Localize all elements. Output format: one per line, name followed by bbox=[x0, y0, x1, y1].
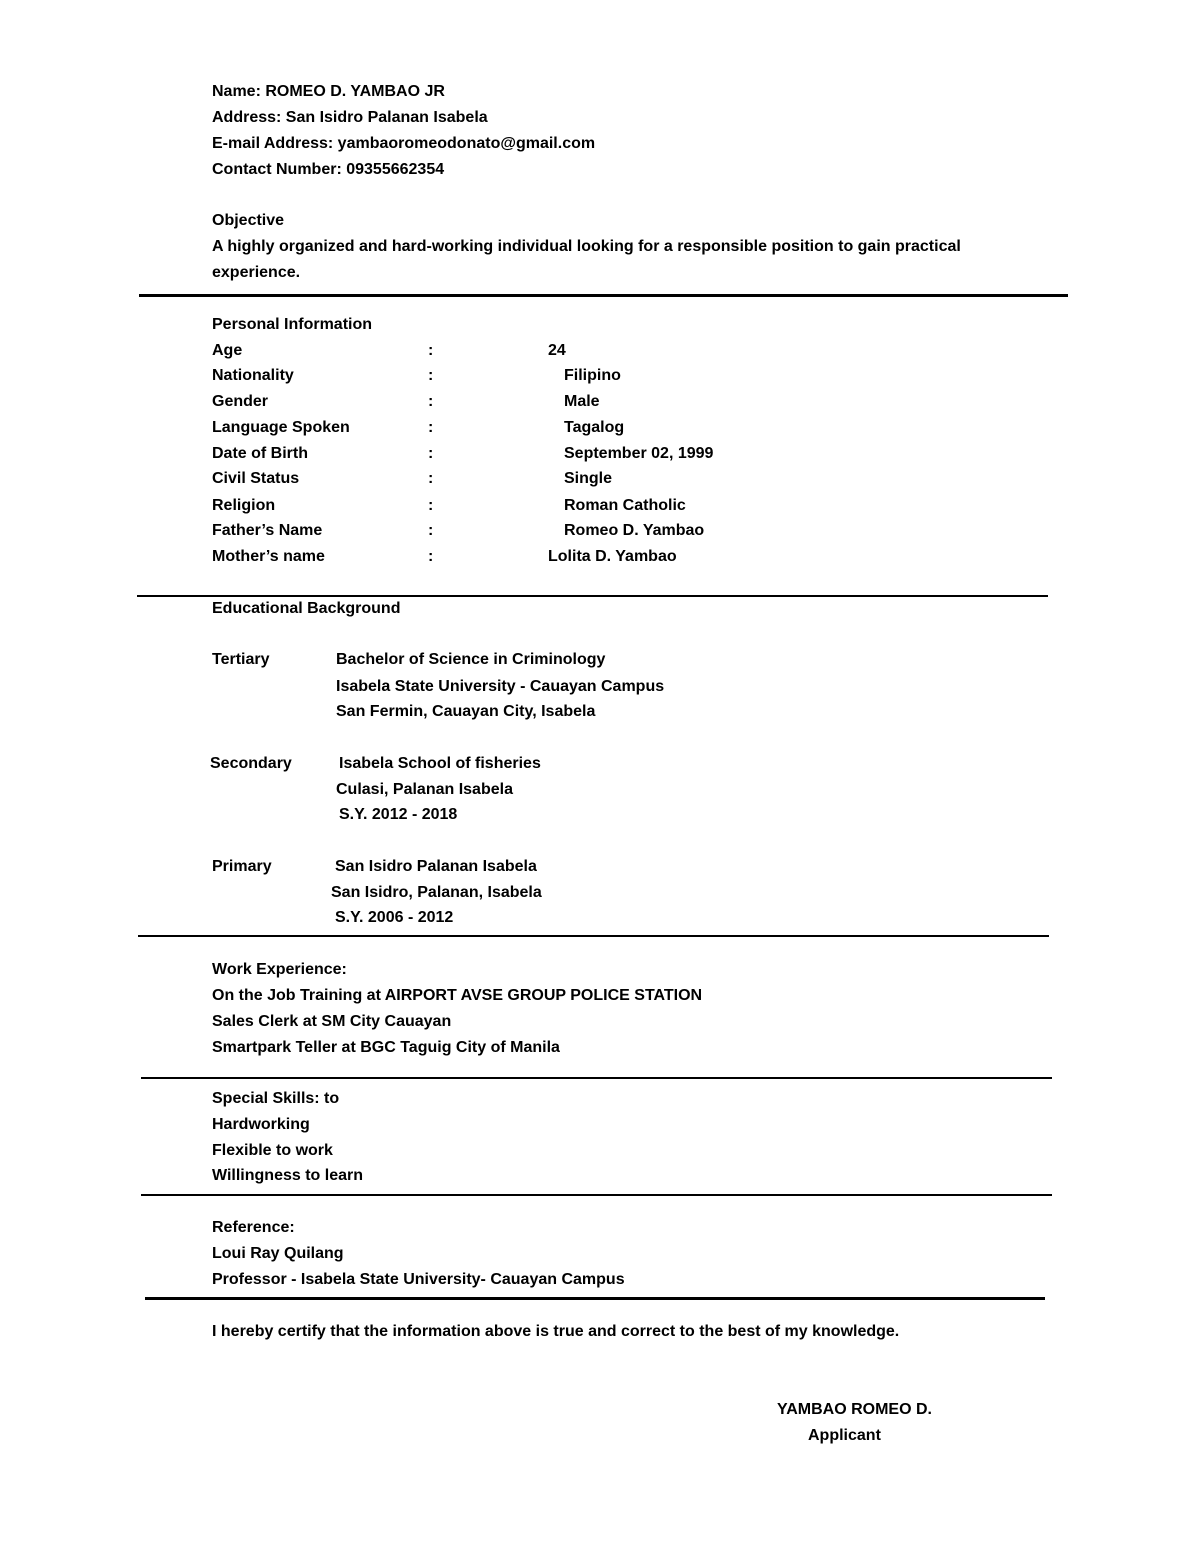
personal-label-mother: Mother’s name bbox=[212, 548, 325, 565]
personal-colon: : bbox=[428, 445, 434, 462]
education-level-primary: Primary bbox=[212, 858, 272, 875]
personal-info-heading: Personal Information bbox=[212, 316, 373, 333]
personal-value-nationality: Filipino bbox=[564, 367, 621, 384]
personal-value-age: 24 bbox=[548, 342, 566, 359]
personal-label-nationality: Nationality bbox=[212, 367, 294, 384]
tertiary-school: Isabela State University - Cauayan Campus bbox=[336, 678, 665, 695]
section-divider bbox=[139, 294, 1068, 297]
signature-title: Applicant bbox=[808, 1427, 881, 1444]
tertiary-degree: Bachelor of Science in Criminology bbox=[336, 651, 606, 668]
personal-colon: : bbox=[428, 419, 434, 436]
education-heading: Educational Background bbox=[212, 600, 401, 617]
secondary-school-year: S.Y. 2012 - 2018 bbox=[339, 806, 458, 823]
education-level-secondary: Secondary bbox=[210, 755, 292, 772]
personal-label-birthdate: Date of Birth bbox=[212, 445, 308, 462]
work-item: Smartpark Teller at BGC Taguig City of Manila bbox=[212, 1039, 560, 1056]
reference-name: Loui Ray Quilang bbox=[212, 1245, 344, 1262]
personal-colon: : bbox=[428, 342, 434, 359]
personal-value-father: Romeo D. Yambao bbox=[564, 522, 705, 539]
work-item: On the Job Training at AIRPORT AVSE GROUP POLICE STATION bbox=[212, 987, 703, 1004]
personal-label-religion: Religion bbox=[212, 497, 276, 514]
personal-colon: : bbox=[428, 367, 434, 384]
signature-name: YAMBAO ROMEO D. bbox=[777, 1401, 932, 1418]
personal-value-civil-status: Single bbox=[564, 470, 613, 487]
education-level-tertiary: Tertiary bbox=[212, 651, 270, 668]
applicant-email: E-mail Address: yambaoromeodonato@gmail.com bbox=[212, 135, 596, 152]
personal-value-language: Tagalog bbox=[564, 419, 625, 436]
objective-heading: Objective bbox=[212, 212, 285, 229]
personal-label-civil-status: Civil Status bbox=[212, 470, 300, 487]
personal-value-mother: Lolita D. Yambao bbox=[548, 548, 677, 565]
work-item: Sales Clerk at SM City Cauayan bbox=[212, 1013, 452, 1030]
objective-text-line2: experience. bbox=[212, 264, 301, 281]
personal-value-birthdate: September 02, 1999 bbox=[564, 445, 714, 462]
primary-school-year: S.Y. 2006 - 2012 bbox=[335, 909, 454, 926]
applicant-contact: Contact Number: 09355662354 bbox=[212, 161, 445, 178]
secondary-location: Culasi, Palanan Isabela bbox=[336, 781, 513, 798]
reference-position: Professor - Isabela State University- Cauayan Campus bbox=[212, 1271, 625, 1288]
section-divider bbox=[137, 595, 1048, 597]
objective-text-line1: A highly organized and hard-working individual looking for a responsible position to gain practical bbox=[212, 238, 961, 255]
work-heading: Work Experience: bbox=[212, 961, 347, 978]
section-divider bbox=[138, 935, 1049, 937]
applicant-address: Address: San Isidro Palanan Isabela bbox=[212, 109, 488, 126]
section-divider bbox=[141, 1077, 1052, 1079]
applicant-name: Name: ROMEO D. YAMBAO JR bbox=[212, 83, 445, 100]
secondary-school: Isabela School of fisheries bbox=[339, 755, 541, 772]
certification-statement: I hereby certify that the information above is true and correct to the best of my knowledge. bbox=[212, 1323, 900, 1340]
personal-colon: : bbox=[428, 470, 434, 487]
primary-location: San Isidro, Palanan, Isabela bbox=[331, 884, 542, 901]
personal-colon: : bbox=[428, 548, 434, 565]
personal-value-gender: Male bbox=[564, 393, 600, 410]
skill-item: Willingness to learn bbox=[212, 1167, 363, 1184]
primary-school: San Isidro Palanan Isabela bbox=[335, 858, 537, 875]
tertiary-location: San Fermin, Cauayan City, Isabela bbox=[336, 703, 596, 720]
personal-label-father: Father’s Name bbox=[212, 522, 323, 539]
section-divider bbox=[141, 1194, 1052, 1196]
personal-value-religion: Roman Catholic bbox=[564, 497, 686, 514]
skill-item: Flexible to work bbox=[212, 1142, 333, 1159]
section-divider bbox=[145, 1297, 1045, 1300]
personal-label-language: Language Spoken bbox=[212, 419, 350, 436]
personal-colon: : bbox=[428, 522, 434, 539]
personal-label-age: Age bbox=[212, 342, 243, 359]
personal-colon: : bbox=[428, 393, 434, 410]
reference-heading: Reference: bbox=[212, 1219, 295, 1236]
personal-label-gender: Gender bbox=[212, 393, 269, 410]
skills-heading: Special Skills: to bbox=[212, 1090, 340, 1107]
skill-item: Hardworking bbox=[212, 1116, 310, 1133]
personal-colon: : bbox=[428, 497, 434, 514]
